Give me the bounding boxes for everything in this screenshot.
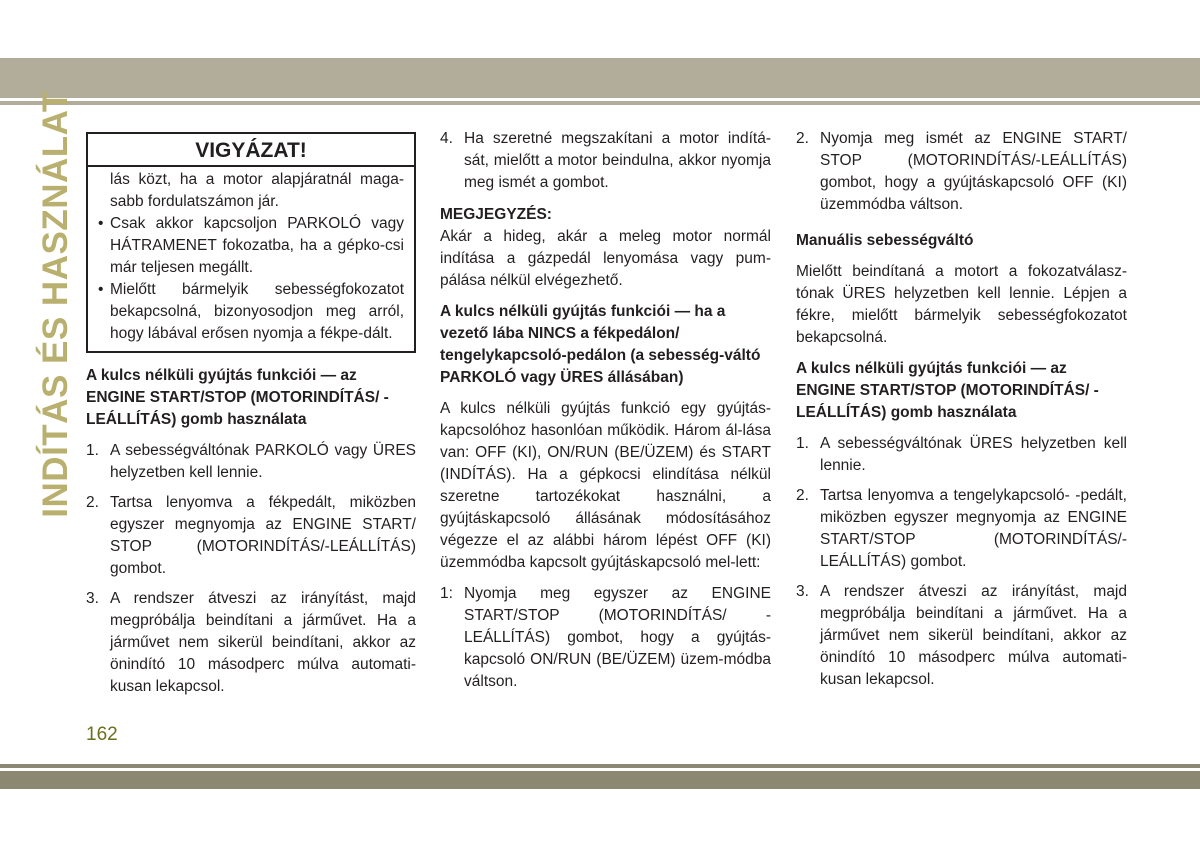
step-number: 2. — [796, 487, 809, 504]
step-list — [440, 583, 771, 693]
step-item — [796, 485, 1127, 573]
body-paragraph: A kulcs nélküli gyújtás funkció egy gyújtás-kapcsolóhoz hasonlóan működik. Három ál-lása van: OFF (KI), ON/RUN (BE/ÜZEM) és START (INDÍTÁS). Ha a gépkocsi elindítása nélkül szeretne tartozékokat használni, a gyújtáskapcsoló állásának módosításához végezze el az alábbi három lépést OFF (KI) üzemmódba kapcsolt gyújtáskapcsoló mel-lett: — [440, 400, 771, 571]
step-number: 2. — [86, 494, 99, 511]
warning-box — [86, 132, 416, 353]
step-text: Tartsa lenyomva a fékpedált, miközben egyszer megnyomja az ENGINE START/ STOP (MOTORINDÍTÁS/-LEÁLLÍTÁS) gombot. — [110, 494, 416, 577]
page-number: 162 — [86, 724, 118, 745]
section-heading: Manuális sebességváltó — [796, 232, 974, 249]
header-rule — [0, 101, 1200, 105]
section-heading: A kulcs nélküli gyújtás funkciói — az ENGINE START/STOP (MOTORINDÍTÁS/ -LEÁLLÍTÁS) gomb használata — [796, 360, 1099, 421]
step-number: 1. — [796, 435, 809, 452]
warning-continuation: lás közt, ha a motor alapjáratnál maga-sabb fordulatszámon jár. — [110, 171, 404, 210]
warning-title: VIGYÁZAT! — [88, 134, 414, 167]
warning-body — [88, 167, 414, 351]
step-list — [86, 440, 416, 698]
step-number: 3. — [86, 590, 99, 607]
section-heading: A kulcs nélküli gyújtás funkciói — az ENGINE START/STOP (MOTORINDÍTÁS/ -LEÁLLÍTÁS) gomb használata — [86, 367, 389, 428]
step-text: A rendszer átveszi az irányítást, majd megpróbálja beindítani a járművet. Ha a járművet nem sikerül beindítani, akkor az önindító 10 másodperc múlva automati-kusan lekapcsol. — [110, 590, 416, 695]
step-number: 1. — [86, 442, 99, 459]
step-list — [440, 128, 771, 194]
step-text: Nyomja meg egyszer az ENGINE START/STOP (MOTORINDÍTÁS/ -LEÁLLÍTÁS) gombot, hogy a gyújtás-kapcsoló ON/RUN (BE/ÜZEM) üzem-módba váltson. — [464, 585, 771, 690]
section-side-title: INDÍTÁS ÉS HASZNÁLAT — [36, 90, 75, 518]
column-1 — [86, 132, 416, 706]
header-band — [0, 58, 1200, 98]
note-text: Akár a hideg, akár a meleg motor normál indítása a gázpedál lenyomása vagy pum-pálása nélkül elvégezhető. — [440, 228, 771, 289]
step-item — [86, 492, 416, 580]
warning-bullet: • Csak akkor kapcsoljon PARKOLÓ vagy HÁTRAMENET fokozatba, ha a gépko-csi már teljesen megállt. — [98, 213, 404, 279]
step-number: 3. — [796, 583, 809, 600]
step-item — [440, 128, 771, 194]
step-list — [796, 433, 1127, 691]
step-item — [440, 583, 771, 693]
step-number: 2. — [796, 130, 809, 147]
step-item — [796, 581, 1127, 691]
step-number: 1: — [440, 585, 453, 602]
column-2 — [440, 128, 771, 701]
footer-band — [0, 771, 1200, 789]
step-text: A sebességváltónak ÜRES helyzetben kell lennie. — [820, 435, 1127, 474]
step-list — [796, 128, 1127, 216]
step-item — [796, 433, 1127, 477]
note-title: MEGJEGYZÉS: — [440, 206, 552, 223]
step-text: A rendszer átveszi az irányítást, majd megpróbálja beindítani a járművet. Ha a járművet nem sikerül beindítani, akkor az önindító 10 másodperc múlva automati-kusan lekapcsol. — [820, 583, 1127, 688]
step-text: Tartsa lenyomva a tengelykapcsoló- -pedált, miközben egyszer megnyomja az ENGINE START/STOP (MOTORINDÍTÁS/-LEÁLLÍTÁS) gombot. — [820, 487, 1127, 570]
body-paragraph: Mielőtt beindítaná a motort a fokozatválasz-tónak ÜRES helyzetben kell lennie. Lépjen a fékre, mielőtt bármelyik sebességfokozatot bekapcsolná. — [796, 263, 1127, 346]
footer-rule — [0, 764, 1200, 768]
step-text: Ha szeretné megszakítani a motor indítá-sát, mielőtt a motor beindulna, akkor nyomja meg ismét a gombot. — [464, 130, 771, 191]
warning-bullet: • Mielőtt bármelyik sebességfokozatot bekapcsolná, bizonyosodjon meg arról, hogy lábával erősen nyomja a fékpe-dált. — [98, 279, 404, 345]
step-item — [796, 128, 1127, 216]
column-3 — [796, 128, 1127, 699]
step-number: 4. — [440, 130, 453, 147]
warning-bullet-list — [98, 213, 404, 345]
step-text: A sebességváltónak PARKOLÓ vagy ÜRES helyzetben kell lennie. — [110, 442, 416, 481]
step-item — [86, 588, 416, 698]
section-heading: A kulcs nélküli gyújtás funkciói — ha a vezető lába NINCS a fékpedálon/ tengelykapcsoló-pedálon (a sebesség-váltó PARKOLÓ vagy ÜRES állásában) — [440, 303, 761, 386]
step-item — [86, 440, 416, 484]
step-text: Nyomja meg ismét az ENGINE START/ STOP (MOTORINDÍTÁS/-LEÁLLÍTÁS) gombot, hogy a gyújtáskapcsoló OFF (KI) üzemmódba váltson. — [820, 130, 1127, 213]
